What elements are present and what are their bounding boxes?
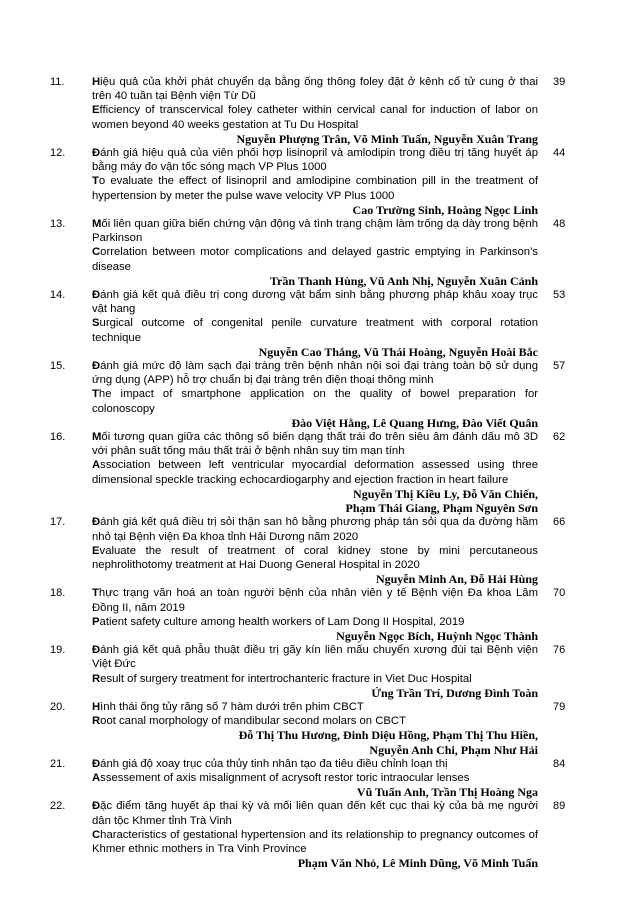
title-initial: C xyxy=(92,828,101,841)
entry-number: 22. xyxy=(50,800,66,813)
page-number: 76 xyxy=(553,644,566,657)
entry-body xyxy=(92,586,538,643)
toc-entry xyxy=(0,146,638,217)
authors-line: Đỗ Thị Thu Hương, Đinh Diệu Hồng, Phạm Thị Thu Hiền, xyxy=(238,728,538,743)
page-number: 79 xyxy=(553,700,566,713)
english-title: Root canal morphology of mandibular second molars on CBCT xyxy=(92,715,406,728)
toc-entry xyxy=(0,700,638,757)
authors-line: Nguyễn Cao Thắng, Vũ Thái Hoàng, Nguyễn Hoài Bắc xyxy=(258,344,538,359)
toc-entry xyxy=(0,799,638,870)
title-initial: Đ xyxy=(92,800,101,813)
authors-line: Nguyễn Minh An, Đỗ Hải Hùng xyxy=(375,572,538,587)
authors-line: Đào Việt Hằng, Lê Quang Hưng, Đào Viết Quân xyxy=(291,415,538,430)
vietnamese-title: Mối tương quan giữa các thông số biến dạng thất trái đo trên siêu âm đánh dấu mô 3D với phân suất tống máu thất trái ở bệnh nhân suy tim mạn tính xyxy=(92,431,538,458)
entry-body xyxy=(92,799,538,870)
title-initial: Đ xyxy=(92,644,101,657)
title-initial: H xyxy=(92,76,101,88)
entry-number: 19. xyxy=(50,644,66,657)
vietnamese-title: Đánh giá mức độ làm sạch đại tràng trên bệnh nhân nội soi đại tràng toàn bộ sử dụng ứng dụng (APP) hỗ trợ chuẩn bị đại tràng trên điện thoại thông minh xyxy=(92,360,538,387)
english-title: Assessement of axis misalignment of acrysoft restor toric intraocular lenses xyxy=(92,771,470,784)
english-title: Efficiency of transcervical foley catheter within cervical canal for induction of labor on women beyond 40 weeks gestation at Tu Du Hospital xyxy=(92,104,538,131)
english-title: Result of surgery treatment for intertrochanteric fracture in Viet Duc Hospital xyxy=(92,672,472,685)
vietnamese-title: Đặc điểm tăng huyết áp thai kỳ và mối liên quan đến kết cục thai kỳ của bà mẹ người dân tộc Khmer tỉnh Trà Vinh xyxy=(92,800,538,827)
title-initial: A xyxy=(92,771,101,784)
vietnamese-title: Thực trạng văn hoá an toàn người bệnh của nhân viên y tế Bệnh viện Đa khoa Lâm Đồng II, năm 2019 xyxy=(92,587,538,614)
title-initial: T xyxy=(92,587,99,600)
authors-line: Nguyễn Anh Chi, Phạm Như Hải xyxy=(369,742,538,757)
entry-body xyxy=(92,288,538,359)
toc-entry xyxy=(0,757,638,800)
english-title: Evaluate the result of treatment of coral kidney stone by mini percutaneous nephrolithotomy treatment at Hai Duong General Hospital in 2020 xyxy=(92,544,538,571)
vietnamese-title: Đánh giá kết quả điều trị sỏi thận san hô bằng phương pháp tán sỏi qua da đường hầm nhỏ tại Bệnh viện Đa khoa tỉnh Hải Dương năm 2020 xyxy=(92,516,538,543)
entry-body xyxy=(92,515,538,586)
title-initial: R xyxy=(92,715,101,728)
english-title: To evaluate the effect of lisinopril and amlodipine combination pill in the treatment of hypertension by meter the pulse wave velocity VP Plus 1000 xyxy=(92,175,538,202)
title-initial: E xyxy=(92,104,100,117)
title-initial: Đ xyxy=(92,757,101,770)
page-number: 53 xyxy=(553,289,566,302)
vietnamese-title: Đánh giá độ xoay trục của thủy tinh nhân tạo đa tiêu điều chỉnh loạn thị xyxy=(92,757,448,770)
entry-number: 11. xyxy=(50,76,65,88)
authors-line: Phạm Văn Nhỏ, Lê Minh Dũng, Võ Minh Tuấn xyxy=(297,856,538,871)
english-title: Correlation between motor complications and delayed gastric emptying in Parkinson’s disease xyxy=(92,246,538,273)
vietnamese-title: Đánh giá kết quả điều trị cong dương vật bẩm sinh bằng phương pháp khâu xoay trục vật hang xyxy=(92,289,538,316)
toc-entry xyxy=(0,359,638,430)
page-number: 66 xyxy=(553,516,566,529)
entry-number: 12. xyxy=(50,147,66,160)
vietnamese-title: Mối liên quan giữa biến chứng vận động và tình trạng chậm làm trống dạ dày trong bệnh Parkinson xyxy=(92,218,538,245)
entry-number: 15. xyxy=(50,360,66,373)
entry-body xyxy=(92,643,538,700)
toc-entry xyxy=(0,643,638,700)
english-title: Patient safety culture among health workers of Lam Dong II Hospital, 2019 xyxy=(92,615,465,628)
entry-body xyxy=(92,359,538,430)
title-initial: Đ xyxy=(92,516,101,529)
entry-number: 20. xyxy=(50,700,66,713)
vietnamese-title: Đánh giá kết quả phẫu thuật điều trị gãy kín liên mấu chuyển xương đùi tại Bệnh viện Việt Đức xyxy=(92,644,538,671)
authors-line: Trần Thanh Hùng, Vũ Anh Nhị, Nguyễn Xuân Cảnh xyxy=(269,273,538,288)
authors-line: Nguyễn Ngọc Bích, Huỳnh Ngọc Thành xyxy=(336,628,538,643)
entry-number: 14. xyxy=(50,289,66,302)
title-initial: Đ xyxy=(92,360,101,373)
toc-entry xyxy=(0,430,638,515)
authors-line: Phạm Thái Giang, Phạm Nguyên Sơn xyxy=(345,501,538,516)
table-of-contents xyxy=(0,75,638,870)
title-initial: P xyxy=(92,615,100,628)
authors-line: Nguyễn Thị Kiều Ly, Đỗ Văn Chiến, xyxy=(353,486,538,501)
page-number: 62 xyxy=(553,431,566,444)
toc-entry xyxy=(0,515,638,586)
title-initial: A xyxy=(92,459,101,472)
title-initial: H xyxy=(92,700,101,713)
title-initial: Đ xyxy=(92,289,101,302)
entry-number: 21. xyxy=(50,757,66,770)
title-initial: T xyxy=(92,388,99,401)
title-initial: M xyxy=(92,431,102,444)
entry-body xyxy=(92,146,538,217)
title-initial: R xyxy=(92,672,101,685)
entry-number: 13. xyxy=(50,218,66,231)
page-number: 57 xyxy=(553,360,566,373)
entry-number: 18. xyxy=(50,587,66,600)
authors-line: Ứng Trần Trí, Dương Đình Toàn xyxy=(371,685,538,700)
page-number: 70 xyxy=(553,587,566,600)
toc-entry xyxy=(0,586,638,643)
vietnamese-title: Đánh giá hiệu quả của viên phối hợp lisinopril và amlodipin trong điều trị tăng huyết áp bằng máy đo vận tốc sóng mạch VP Plus 1000 xyxy=(92,147,538,174)
toc-entry xyxy=(0,217,638,288)
page-number: 44 xyxy=(553,147,566,160)
page-number: 48 xyxy=(553,218,566,231)
english-title: The impact of smartphone application on the quality of bowel preparation for colonoscopy xyxy=(92,388,538,415)
title-initial: M xyxy=(92,218,102,231)
authors-line: Nguyễn Phượng Trân, Võ Minh Tuấn, Nguyễn Xuân Trang xyxy=(236,131,538,146)
vietnamese-title: Hình thái ống tủy răng số 7 hàm dưới trên phim CBCT xyxy=(92,700,364,713)
english-title: Association between left ventricular myocardial deformation assessed using three dimensional speckle tracking echocardiogarphy and ejection fraction in heart failure xyxy=(92,459,538,486)
title-initial: Đ xyxy=(92,147,101,160)
toc-entry xyxy=(0,75,638,146)
authors-line: Cao Trường Sinh, Hoàng Ngọc Linh xyxy=(352,202,538,217)
vietnamese-title: Hiệu quả của khởi phát chuyển dạ bằng ống thông foley đặt ở kênh cổ tử cung ở thai trên 40 tuần tại Bệnh viện Từ Dũ xyxy=(92,76,538,103)
authors-line: Vũ Tuấn Anh, Trần Thị Hoàng Nga xyxy=(356,785,538,800)
page-number: 89 xyxy=(553,800,566,813)
title-initial: T xyxy=(92,175,99,188)
entry-number: 16. xyxy=(50,431,66,444)
entry-body xyxy=(92,757,538,800)
title-initial: S xyxy=(92,317,100,330)
entry-number: 17. xyxy=(50,516,66,529)
page-number: 84 xyxy=(553,757,566,770)
page-number: 39 xyxy=(553,76,566,88)
title-initial: E xyxy=(92,544,100,557)
entry-body xyxy=(92,217,538,288)
english-title: Surgical outcome of congenital penile curvature treatment with corporal rotation technique xyxy=(92,317,538,344)
entry-body xyxy=(92,75,538,146)
english-title: Characteristics of gestational hypertension and its relationship to pregnancy outcomes of Khmer ethnic mothers in Tra Vinh Province xyxy=(92,828,538,855)
entry-body xyxy=(92,700,538,757)
title-initial: C xyxy=(92,246,101,259)
entry-body xyxy=(92,430,538,515)
toc-entry xyxy=(0,288,638,359)
